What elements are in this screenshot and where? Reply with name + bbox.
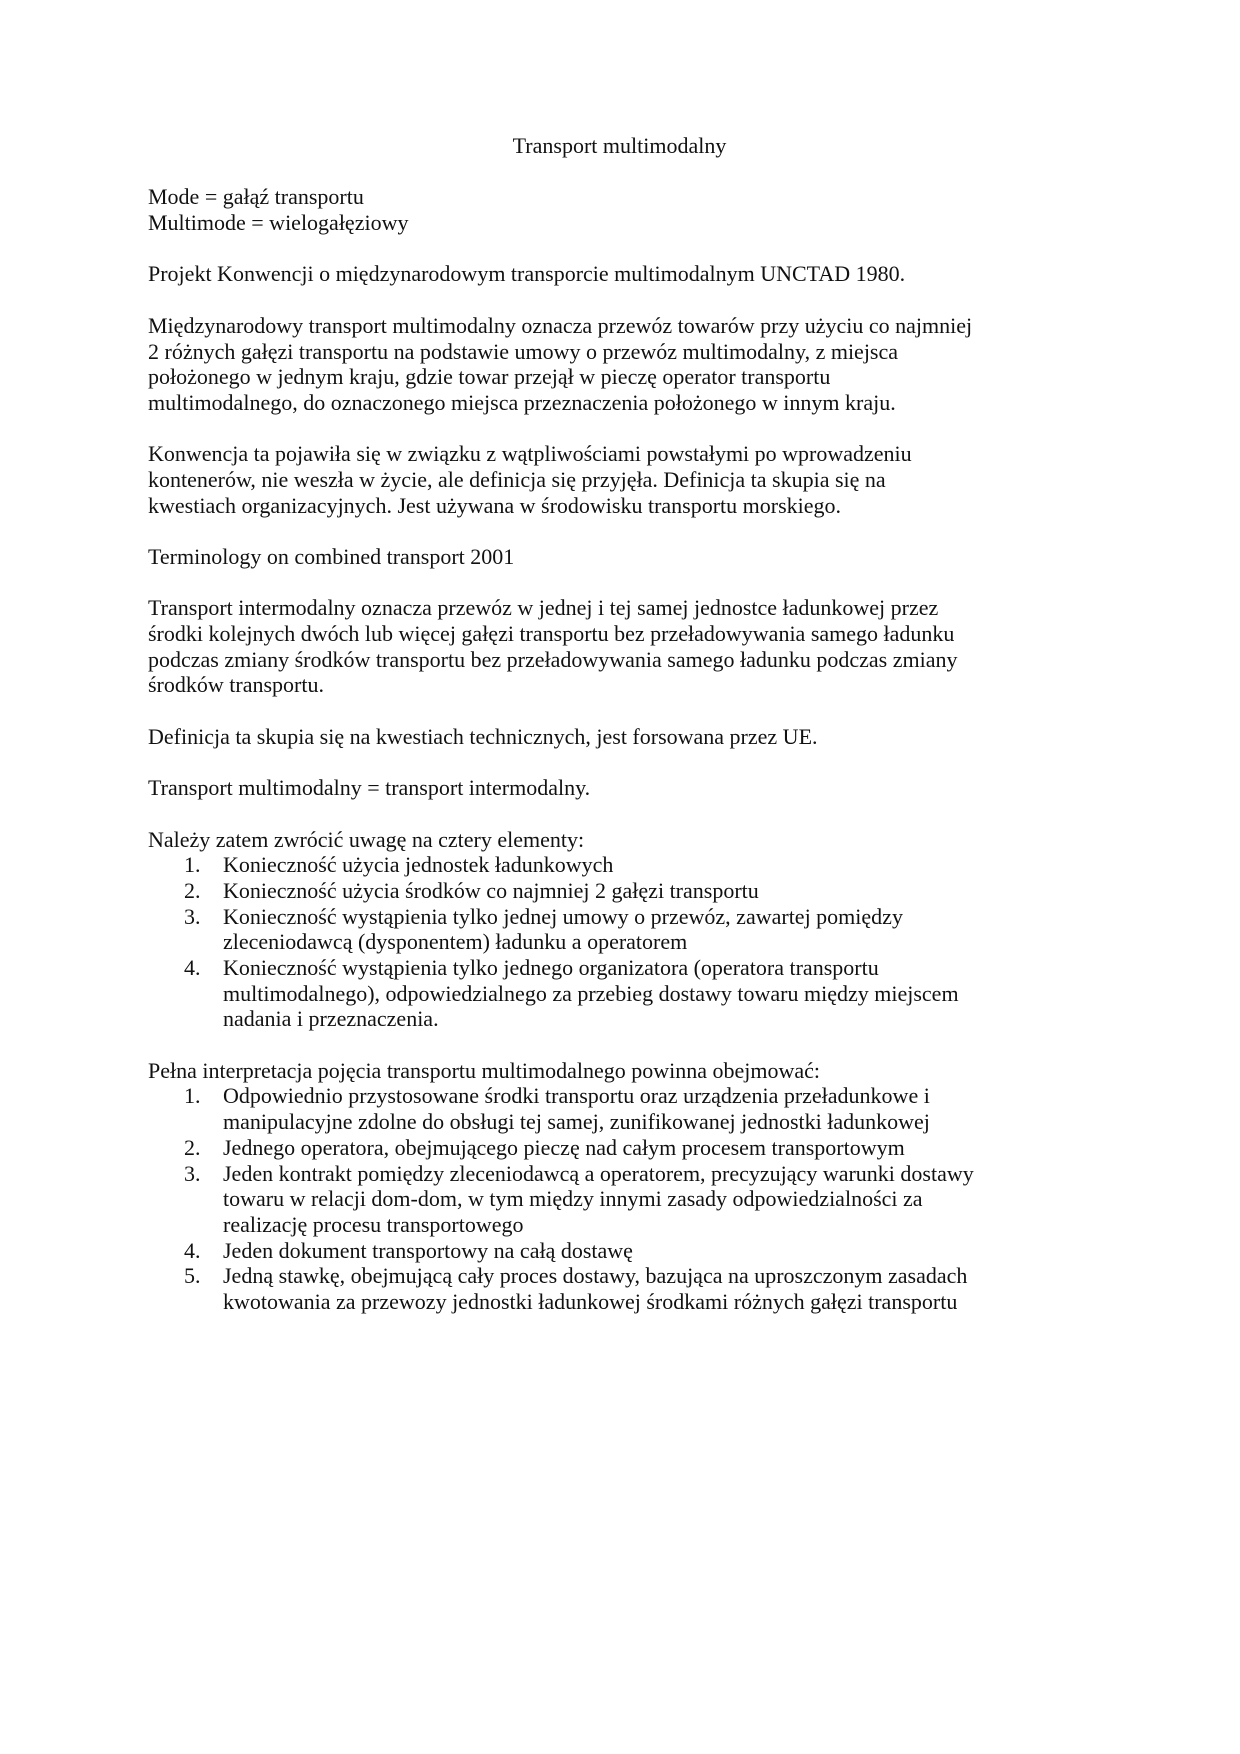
paragraph-line: Transport intermodalny oznacza przewóz w jednej i tej samej jednostce ładunkowej przez [148, 595, 939, 621]
paragraph-line: multimodalnego, do oznaczonego miejsca przeznaczenia położonego w innym kraju. [148, 389, 896, 415]
list-number: 1. [184, 852, 201, 878]
paragraph-line: położonego w jednym kraju, gdzie towar przejął w pieczę operator transportu [148, 364, 831, 390]
paragraph-line: Projekt Konwencji o międzynarodowym transporcie multimodalnym UNCTAD 1980. [148, 261, 906, 287]
document-page [148, 133, 1108, 1315]
paragraph-line: Transport multimodalny = transport intermodalny. [148, 775, 591, 801]
list1-intro: Należy zatem zwrócić uwagę na cztery elementy: [148, 826, 585, 852]
list-number: 1. [184, 1083, 201, 1109]
list-item [148, 852, 1108, 878]
paragraph-line: kontenerów, nie weszła w życie, ale definicja się przyjęła. Definicja ta skupia się na [148, 466, 886, 492]
list-item-line: nadania i przeznaczenia. [223, 1006, 439, 1032]
list-number: 2. [184, 877, 201, 903]
document-title: Transport multimodalny [512, 133, 727, 158]
list1 [148, 852, 1108, 1032]
list2 [148, 1083, 1108, 1314]
paragraph-line: 2 różnych gałęzi transportu na podstawie umowy o przewóz multimodalny, z miejsca [148, 338, 899, 364]
list2-intro: Pełna interpretacja pojęcia transportu multimodalnego powinna obejmować: [148, 1057, 821, 1083]
paragraph-line: środki kolejnych dwóch lub więcej gałęzi transportu bez przeładowywania samego ładunku [148, 621, 955, 647]
list-item [148, 1135, 1108, 1161]
paragraph-definition [148, 313, 1108, 416]
list-item [148, 1238, 1108, 1264]
paragraph-intermodal [148, 595, 1108, 698]
definition-multimode: Multimode = wielogałęziowy [148, 210, 409, 236]
paragraph-line: podczas zmiany środków transportu bez przeładowywania samego ładunku podczas zmiany [148, 646, 958, 672]
list-item [148, 1263, 1108, 1314]
list-number: 3. [184, 903, 201, 929]
list-item [148, 904, 1108, 955]
paragraph-line: Terminology on combined transport 2001 [148, 544, 515, 569]
paragraph-line: kwestiach organizacyjnych. Jest używana w środowisku transportu morskiego. [148, 492, 842, 518]
list-number: 5. [184, 1263, 201, 1289]
list-item-line: Konieczność wystąpienia tylko jednej umowy o przewóz, zawartej pomiędzy [223, 903, 903, 929]
list-number: 4. [184, 1237, 201, 1263]
list-number: 2. [184, 1134, 201, 1160]
list-item [148, 955, 1108, 1032]
list-item-line: Jeden dokument transportowy na całą dostawę [223, 1237, 633, 1263]
list-item-line: towaru w relacji dom-dom, w tym między innymi zasady odpowiedzialności za [223, 1186, 923, 1212]
list-item-line: Odpowiednio przystosowane środki transportu oraz urządzenia przeładunkowe i [223, 1083, 930, 1109]
list-item [148, 1083, 1108, 1134]
list-item-line: Jednego operatora, obejmującego pieczę nad całym procesem transportowym [223, 1134, 905, 1160]
list-item-line: Konieczność wystąpienia tylko jednego organizatora (operatora transportu [223, 955, 879, 980]
list-item-line: Jeden kontrakt pomiędzy zleceniodawcą a operatorem, precyzujący warunki dostawy [223, 1160, 974, 1186]
list-item-line: zleceniodawcą (dysponentem) ładunku a operatorem [223, 929, 688, 955]
paragraph-line: Definicja ta skupia się na kwestiach technicznych, jest forsowana przez UE. [148, 723, 818, 749]
paragraph-line: środków transportu. [148, 672, 324, 698]
definition-mode: Mode = gałąź transportu [148, 184, 364, 210]
list-item-line: multimodalnego), odpowiedzialnego za przebieg dostawy towaru między miejscem [223, 980, 959, 1006]
list-item [148, 1161, 1108, 1238]
list-item-line: Konieczność użycia środków co najmniej 2 gałęzi transportu [223, 877, 759, 903]
paragraph-line: Międzynarodowy transport multimodalny oznacza przewóz towarów przy użyciu co najmniej [148, 312, 973, 338]
list-item [148, 878, 1108, 904]
list-item-line: Jedną stawkę, obejmującą cały proces dostawy, bazująca na uproszczonym zasadach [223, 1263, 968, 1289]
list-item-line: kwotowania za przewozy jednostki ładunkowej środkami różnych gałęzi transportu [223, 1288, 958, 1314]
list-number: 3. [184, 1160, 201, 1186]
list-item-line: manipulacyjne zdolne do obsługi tej samej, zunifikowanej jednostki ładunkowej [223, 1109, 930, 1135]
list-item-line: Konieczność użycia jednostek ładunkowych [223, 852, 614, 878]
paragraph-line: Konwencja ta pojawiła się w związku z wątpliwościami powstałymi po wprowadzeniu [148, 441, 912, 467]
list-item-line: realizację procesu transportowego [223, 1211, 524, 1237]
list-number: 4. [184, 955, 201, 980]
paragraph-convention [148, 441, 1108, 518]
